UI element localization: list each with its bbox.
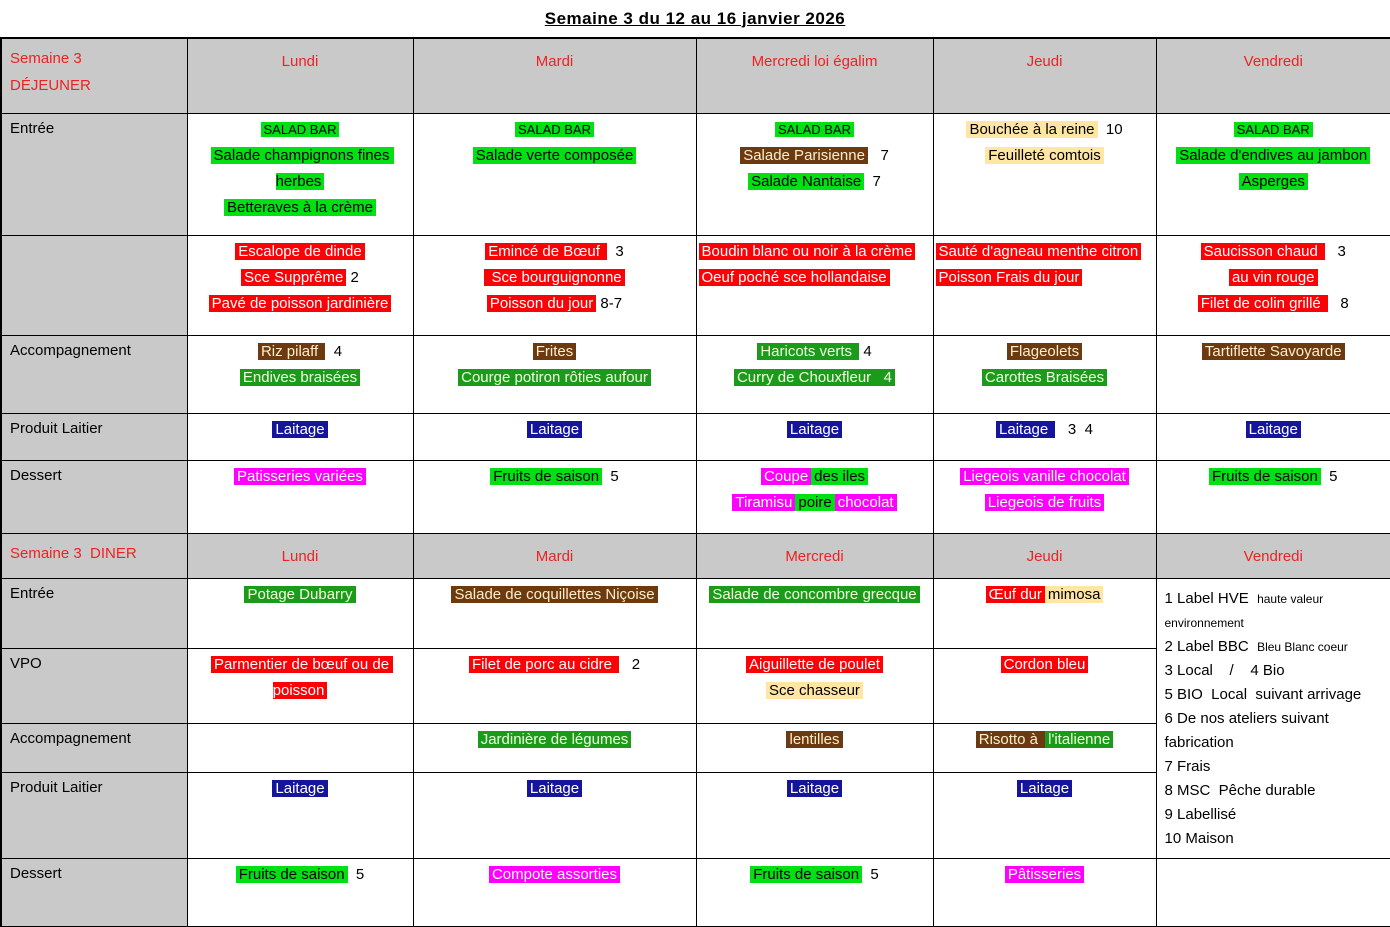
menu-item: SALAD BAR xyxy=(775,122,854,137)
menu-item: Compote assorties xyxy=(489,866,620,883)
cell-dejeuner-plat-lundi xyxy=(187,235,413,335)
menu-item: Asperges xyxy=(1239,173,1308,190)
menu-item: Fruits de saison xyxy=(236,866,348,883)
item-code: 8 xyxy=(1327,294,1349,312)
cell-dejeuner-dessert-mardi xyxy=(413,460,696,533)
menu-item: Coupe xyxy=(761,468,811,485)
cell-diner-accompagnement-lundi xyxy=(187,723,413,772)
menu-item: Liegeois de fruits xyxy=(985,494,1104,511)
legend xyxy=(1156,578,1390,858)
menu-item: Sauté d'agneau menthe citron xyxy=(936,243,1142,260)
cell-diner-produit-laitier-lundi xyxy=(187,772,413,858)
section-title-line: DÉJEUNER xyxy=(10,77,91,94)
cell-dejeuner-dessert-lundi xyxy=(187,460,413,533)
legend-item xyxy=(1165,635,1387,659)
menu-item: Emincé de Bœuf xyxy=(485,243,607,260)
cell-dejeuner-accompagnement-jeudi xyxy=(933,335,1156,413)
menu-item: Salade de coquillettes Niçoise xyxy=(451,586,657,603)
menu-item: Salade champignons fines herbes xyxy=(211,147,394,190)
cell-dejeuner-plat-mardi xyxy=(413,235,696,335)
cell-diner-entree-mardi xyxy=(413,578,696,648)
menu-item: SALAD BAR xyxy=(515,122,594,137)
legend-item xyxy=(1165,707,1387,755)
day-header-vendredi: Vendredi xyxy=(1156,533,1390,578)
menu-item: Salade verte composée xyxy=(473,147,637,164)
menu-item: Salade Nantaise xyxy=(748,173,864,190)
cell-dejeuner-entree-mercredi xyxy=(696,113,933,235)
menu-item: Curry de Chouxfleur 4 xyxy=(734,369,895,386)
legend-item xyxy=(1165,803,1387,827)
item-code: 2 xyxy=(346,268,359,286)
cell-diner-vpo-lundi xyxy=(187,648,413,723)
item-code: 2 xyxy=(619,655,641,673)
row-label-produit-laitier: Produit Laitier xyxy=(1,772,187,858)
legend-item-text: 1 Label HVE xyxy=(1164,589,1249,607)
legend-item-text: 9 Labellisé xyxy=(1164,805,1237,823)
menu-item: lentilles xyxy=(786,731,842,748)
legend-item xyxy=(1165,683,1387,707)
section-title-line: Semaine 3 DINER xyxy=(10,544,137,562)
page-title xyxy=(0,0,1390,37)
menu-item: Laitage xyxy=(1017,780,1072,797)
menu-item: chocolat xyxy=(835,494,897,511)
day-header-mardi: Mardi xyxy=(413,38,696,113)
section-title-diner xyxy=(1,533,187,578)
row-label-vpo: VPO xyxy=(1,648,187,723)
row-label-dessert: Dessert xyxy=(1,858,187,927)
cell-diner-produit-laitier-mercredi xyxy=(696,772,933,858)
item-code: 7 xyxy=(864,172,881,190)
menu-item: Feuilleté comtois xyxy=(985,147,1104,164)
menu-item: Flageolets xyxy=(1007,343,1082,360)
cell-dejeuner-produit-laitier-jeudi xyxy=(933,413,1156,460)
row-label-plat xyxy=(1,235,187,335)
legend-item-text: 7 Frais xyxy=(1164,757,1211,775)
menu-item: Salade d'endives au jambon xyxy=(1176,147,1370,164)
menu-item: Aiguillette de poulet xyxy=(746,656,883,673)
menu-item: l'italienne xyxy=(1045,731,1113,748)
menu-item: Patisseries variées xyxy=(234,468,366,485)
row-label-accompagnement: Accompagnement xyxy=(1,723,187,772)
cell-dejeuner-produit-laitier-mardi xyxy=(413,413,696,460)
legend-item xyxy=(1165,755,1387,779)
legend-item-text: 10 Maison xyxy=(1164,829,1234,847)
menu-item: Liegeois vanille chocolat xyxy=(960,468,1129,485)
cell-dejeuner-dessert-vendredi xyxy=(1156,460,1390,533)
item-code: 3 4 xyxy=(1055,420,1093,438)
cell-diner-vpo-jeudi xyxy=(933,648,1156,723)
day-header-mercredi: Mercredi loi égalim xyxy=(696,38,933,113)
menu-item: Salade de concombre grecque xyxy=(709,586,919,603)
item-code: 4 xyxy=(325,342,343,360)
item-code: 4 xyxy=(859,342,872,360)
menu-item: poire xyxy=(795,494,834,511)
legend-item-note: Bleu Blanc coeur xyxy=(1257,639,1348,654)
item-code: 7 xyxy=(867,146,889,164)
menu-item: Salade Parisienne xyxy=(740,147,868,164)
cell-dejeuner-entree-mardi xyxy=(413,113,696,235)
day-header-jeudi: Jeudi xyxy=(933,38,1156,113)
cell-diner-entree-mercredi xyxy=(696,578,933,648)
cell-dejeuner-plat-jeudi xyxy=(933,235,1156,335)
cell-diner-vpo-mardi xyxy=(413,648,696,723)
cell-diner-accompagnement-mardi xyxy=(413,723,696,772)
menu-table xyxy=(0,37,1390,927)
menu-item: Fruits de saison xyxy=(1209,468,1321,485)
menu-item: Poisson Frais du jour xyxy=(936,269,1083,286)
cell-diner-vpo-mercredi xyxy=(696,648,933,723)
menu-item: Poisson du jour xyxy=(487,295,596,312)
legend-item xyxy=(1165,779,1387,803)
menu-item: Sce Supprême xyxy=(241,269,346,286)
cell-diner-entree-jeudi xyxy=(933,578,1156,648)
cell-dejeuner-accompagnement-lundi xyxy=(187,335,413,413)
page-title-text: Semaine 3 du 12 au 16 janvier 2026 xyxy=(544,8,846,28)
menu-item: Tiramisu xyxy=(732,494,795,511)
menu-item: Laitage xyxy=(996,421,1055,438)
menu-item: Endives braisées xyxy=(240,369,360,386)
item-code: 3 xyxy=(1325,242,1346,260)
item-code: 5 xyxy=(1320,467,1338,485)
menu-item: SALAD BAR xyxy=(261,122,340,137)
cell-dejeuner-accompagnement-vendredi xyxy=(1156,335,1390,413)
menu-item: Laitage xyxy=(1246,421,1301,438)
cell-diner-entree-lundi xyxy=(187,578,413,648)
item-code: 5 xyxy=(602,467,619,485)
cell-dejeuner-accompagnement-mercredi xyxy=(696,335,933,413)
menu-item: Oeuf poché sce hollandaise xyxy=(699,269,890,286)
menu-item: Betteraves à la crème xyxy=(224,199,376,216)
legend-item-note: haute valeur environnement xyxy=(1164,591,1327,630)
menu-item: Laitage xyxy=(787,780,842,797)
day-header-lundi: Lundi xyxy=(187,38,413,113)
cell-dejeuner-produit-laitier-lundi xyxy=(187,413,413,460)
menu-item: Laitage xyxy=(527,780,582,797)
legend-item xyxy=(1165,659,1387,683)
menu-item: Sce chasseur xyxy=(766,682,863,699)
section-title-line: Semaine 3 xyxy=(10,50,82,67)
menu-item: Risotto à xyxy=(976,731,1045,748)
legend-item-text: 8 MSC Pêche durable xyxy=(1164,781,1316,799)
menu-item: Pâtisseries xyxy=(1005,866,1084,883)
menu-item: Tartiflette Savoyarde xyxy=(1202,343,1345,360)
cell-diner-dessert-vendredi xyxy=(1156,858,1390,927)
cell-dejeuner-dessert-mercredi xyxy=(696,460,933,533)
menu-item: Laitage xyxy=(272,421,327,438)
cell-dejeuner-accompagnement-mardi xyxy=(413,335,696,413)
menu-item: Sce bourguignonne xyxy=(484,269,624,286)
day-header-mardi: Mardi xyxy=(413,533,696,578)
row-label-produit-laitier: Produit Laitier xyxy=(1,413,187,460)
menu-item: Fruits de saison xyxy=(750,866,862,883)
menu-item: Fruits de saison xyxy=(490,468,602,485)
legend-item-text: 3 Local / 4 Bio xyxy=(1164,661,1285,679)
menu-item: Potage Dubarry xyxy=(244,586,355,603)
cell-dejeuner-entree-jeudi xyxy=(933,113,1156,235)
menu-item: des iles xyxy=(811,468,868,485)
cell-dejeuner-dessert-jeudi xyxy=(933,460,1156,533)
menu-item: Riz pilaff xyxy=(258,343,325,360)
row-label-entree: Entrée xyxy=(1,113,187,235)
menu-item: Filet de porc au cidre xyxy=(469,656,619,673)
cell-dejeuner-entree-vendredi xyxy=(1156,113,1390,235)
cell-diner-dessert-lundi xyxy=(187,858,413,927)
cell-dejeuner-produit-laitier-vendredi xyxy=(1156,413,1390,460)
menu-item: Escalope de dinde xyxy=(235,243,364,260)
item-code: 5 xyxy=(347,865,365,883)
menu-item: Haricots verts xyxy=(757,343,859,360)
menu-item: Courge potiron rôties aufour xyxy=(458,369,651,386)
item-code: 5 xyxy=(862,865,879,883)
cell-diner-accompagnement-jeudi xyxy=(933,723,1156,772)
menu-item: Frites xyxy=(533,343,577,360)
menu-item: Boudin blanc ou noir à la crème xyxy=(699,243,916,260)
legend-item xyxy=(1165,827,1387,851)
menu-item: Cordon bleu xyxy=(1001,656,1089,673)
menu-item: SALAD BAR xyxy=(1234,122,1313,137)
day-header-vendredi: Vendredi xyxy=(1156,38,1390,113)
cell-dejeuner-plat-mercredi xyxy=(696,235,933,335)
menu-item: Laitage xyxy=(787,421,842,438)
menu-item: Parmentier de bœuf ou de poisson xyxy=(211,656,393,699)
day-header-jeudi: Jeudi xyxy=(933,533,1156,578)
cell-diner-dessert-mardi xyxy=(413,858,696,927)
legend-item-text: 5 BIO Local suivant arrivage xyxy=(1164,685,1362,703)
cell-dejeuner-entree-lundi xyxy=(187,113,413,235)
menu-item: Œuf dur xyxy=(986,586,1045,603)
legend-item-text: 6 De nos ateliers suivant fabrication xyxy=(1164,709,1333,751)
cell-diner-dessert-jeudi xyxy=(933,858,1156,927)
item-code: 10 xyxy=(1097,120,1123,138)
menu-item: Saucisson chaud xyxy=(1201,243,1325,260)
menu-item: Jardinière de légumes xyxy=(478,731,632,748)
cell-diner-dessert-mercredi xyxy=(696,858,933,927)
item-code: 3 xyxy=(607,242,624,260)
cell-diner-produit-laitier-mardi xyxy=(413,772,696,858)
cell-dejeuner-plat-vendredi xyxy=(1156,235,1390,335)
menu-item: Carottes Braisées xyxy=(982,369,1107,386)
row-label-entree: Entrée xyxy=(1,578,187,648)
menu-item: Pavé de poisson jardinière xyxy=(209,295,392,312)
day-header-lundi: Lundi xyxy=(187,533,413,578)
legend-item-text: 2 Label BBC xyxy=(1164,637,1249,655)
legend-item xyxy=(1165,587,1387,635)
menu-item: Laitage xyxy=(527,421,582,438)
cell-diner-produit-laitier-jeudi xyxy=(933,772,1156,858)
menu-item: Bouchée à la reine xyxy=(966,121,1097,138)
row-label-accompagnement: Accompagnement xyxy=(1,335,187,413)
menu-item: au vin rouge xyxy=(1229,269,1318,286)
menu-item: mimosa xyxy=(1045,586,1104,603)
day-header-mercredi: Mercredi xyxy=(696,533,933,578)
section-title-dejeuner xyxy=(1,38,187,113)
item-code: 8-7 xyxy=(596,294,623,312)
cell-diner-accompagnement-mercredi xyxy=(696,723,933,772)
row-label-dessert: Dessert xyxy=(1,460,187,533)
cell-dejeuner-produit-laitier-mercredi xyxy=(696,413,933,460)
menu-item: Filet de colin grillé xyxy=(1198,295,1328,312)
menu-item: Laitage xyxy=(272,780,327,797)
